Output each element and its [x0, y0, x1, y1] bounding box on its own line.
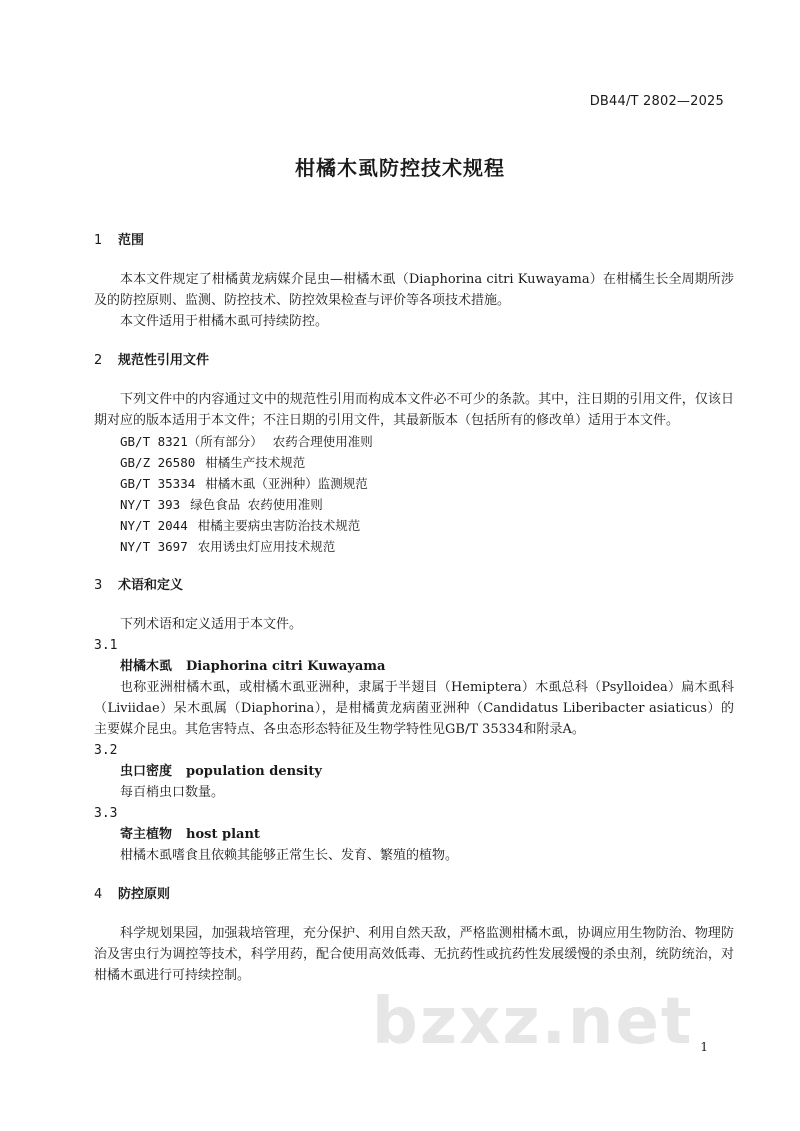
section-number: 1	[94, 233, 103, 248]
term-definition: 也称亚洲柑橘木虱，或柑橘木虱亚洲种，隶属于半翅目（Hemiptera）木虱总科（Psylloidea）扁木虱科（Liviidae）呆木虱属（Diaphorina），是柑橘黄龙病菌亚洲种（Candidatus Liberibacter asiaticus）的主要媒介昆虫。其危害特点、各虫态形态特征及生物学特性见GB/T 35334和附录A。	[94, 680, 734, 737]
reference-name: 柑橘生产技术规范	[205, 455, 306, 470]
document-title: 柑橘木虱防控技术规程	[295, 156, 505, 180]
reference-item	[120, 431, 734, 452]
section-title: 防控原则	[118, 887, 171, 902]
section-number: 2	[94, 353, 103, 368]
section-title: 范围	[118, 233, 145, 248]
reference-name: 农药合理使用准则	[272, 434, 373, 449]
reference-code: GB/T 35334	[120, 476, 196, 491]
section-heading-scope	[94, 230, 734, 251]
term-name-en: population density	[186, 764, 322, 779]
term-name-zh: 寄主植物	[120, 827, 173, 842]
paragraph: 本文件适用于柑橘木虱可持续防控。	[120, 314, 329, 329]
document-body	[94, 230, 734, 986]
section-number: 3	[94, 578, 103, 593]
reference-name: 柑橘主要病虫害防治技术规范	[197, 518, 361, 533]
reference-name: 绿色食品 农药使用准则	[190, 497, 323, 512]
reference-code: NY/T 2044	[120, 518, 188, 533]
section-title: 术语和定义	[118, 578, 184, 593]
reference-item	[120, 494, 734, 515]
paragraph: 下列文件中的内容通过文中的规范性引用而构成本文件必不可少的条款。其中，注日期的引用文件，仅该日期对应的版本适用于本文件；不注日期的引用文件，其最新版本（包括所有的修改单）适用于本文件。	[94, 392, 734, 428]
term-name-zh: 柑橘木虱	[120, 659, 173, 674]
reference-list	[94, 431, 734, 557]
paragraph: 科学规划果园，加强栽培管理，充分保护、利用自然天敌，严格监测柑橘木虱，协调应用生物防治、物理防治及害虫行为调控等技术，科学用药，配合使用高效低毒、无抗药性或抗药性发展缓慢的杀虫剂，统防统治，对柑橘木虱进行可持续控制。	[94, 926, 734, 983]
section-heading-control-principles	[94, 884, 734, 905]
term-name-en: Diaphorina citri Kuwayama	[186, 659, 386, 674]
reference-code: NY/T 3697	[120, 539, 188, 554]
section-heading-normative-references	[94, 350, 734, 371]
term-number: 3.1	[94, 638, 118, 653]
reference-item	[120, 473, 734, 494]
term-name-zh: 虫口密度	[120, 764, 173, 779]
reference-name: 农用诱虫灯应用技术规范	[197, 539, 336, 554]
term-name	[94, 761, 734, 782]
term-name	[94, 824, 734, 845]
reference-code: NY/T 393	[120, 497, 181, 512]
section-number: 4	[94, 887, 103, 902]
reference-code: GB/Z 26580	[120, 455, 196, 470]
term-definition: 柑橘木虱嗜食且依赖其能够正常生长、发育、繁殖的植物。	[120, 848, 459, 863]
term-number: 3.3	[94, 806, 118, 821]
term-number: 3.2	[94, 743, 118, 758]
section-title: 规范性引用文件	[118, 353, 210, 368]
section-heading-terms	[94, 575, 734, 596]
paragraph: 下列术语和定义适用于本文件。	[120, 617, 303, 632]
reference-item	[120, 515, 734, 536]
watermark: bzxz.net	[372, 985, 694, 1059]
term-definition: 每百梢虫口数量。	[120, 785, 225, 800]
reference-item	[120, 452, 734, 473]
reference-name: 柑橘木虱（亚洲种）监测规范	[205, 476, 368, 491]
reference-code: GB/T 8321（所有部分）	[120, 434, 263, 449]
paragraph: 本本文件规定了柑橘黄龙病媒介昆虫—柑橘木虱（Diaphorina citri Kuwayama）在柑橘生长全周期所涉及的防控原则、监测、防控技术、防控效果检查与评价等各项技术措施。	[94, 272, 734, 308]
page-number: 1	[700, 1040, 708, 1054]
document-code: DB44/T 2802—2025	[589, 94, 724, 109]
reference-item	[120, 536, 734, 557]
term-name	[94, 656, 734, 677]
term-name-en: host plant	[186, 827, 260, 842]
